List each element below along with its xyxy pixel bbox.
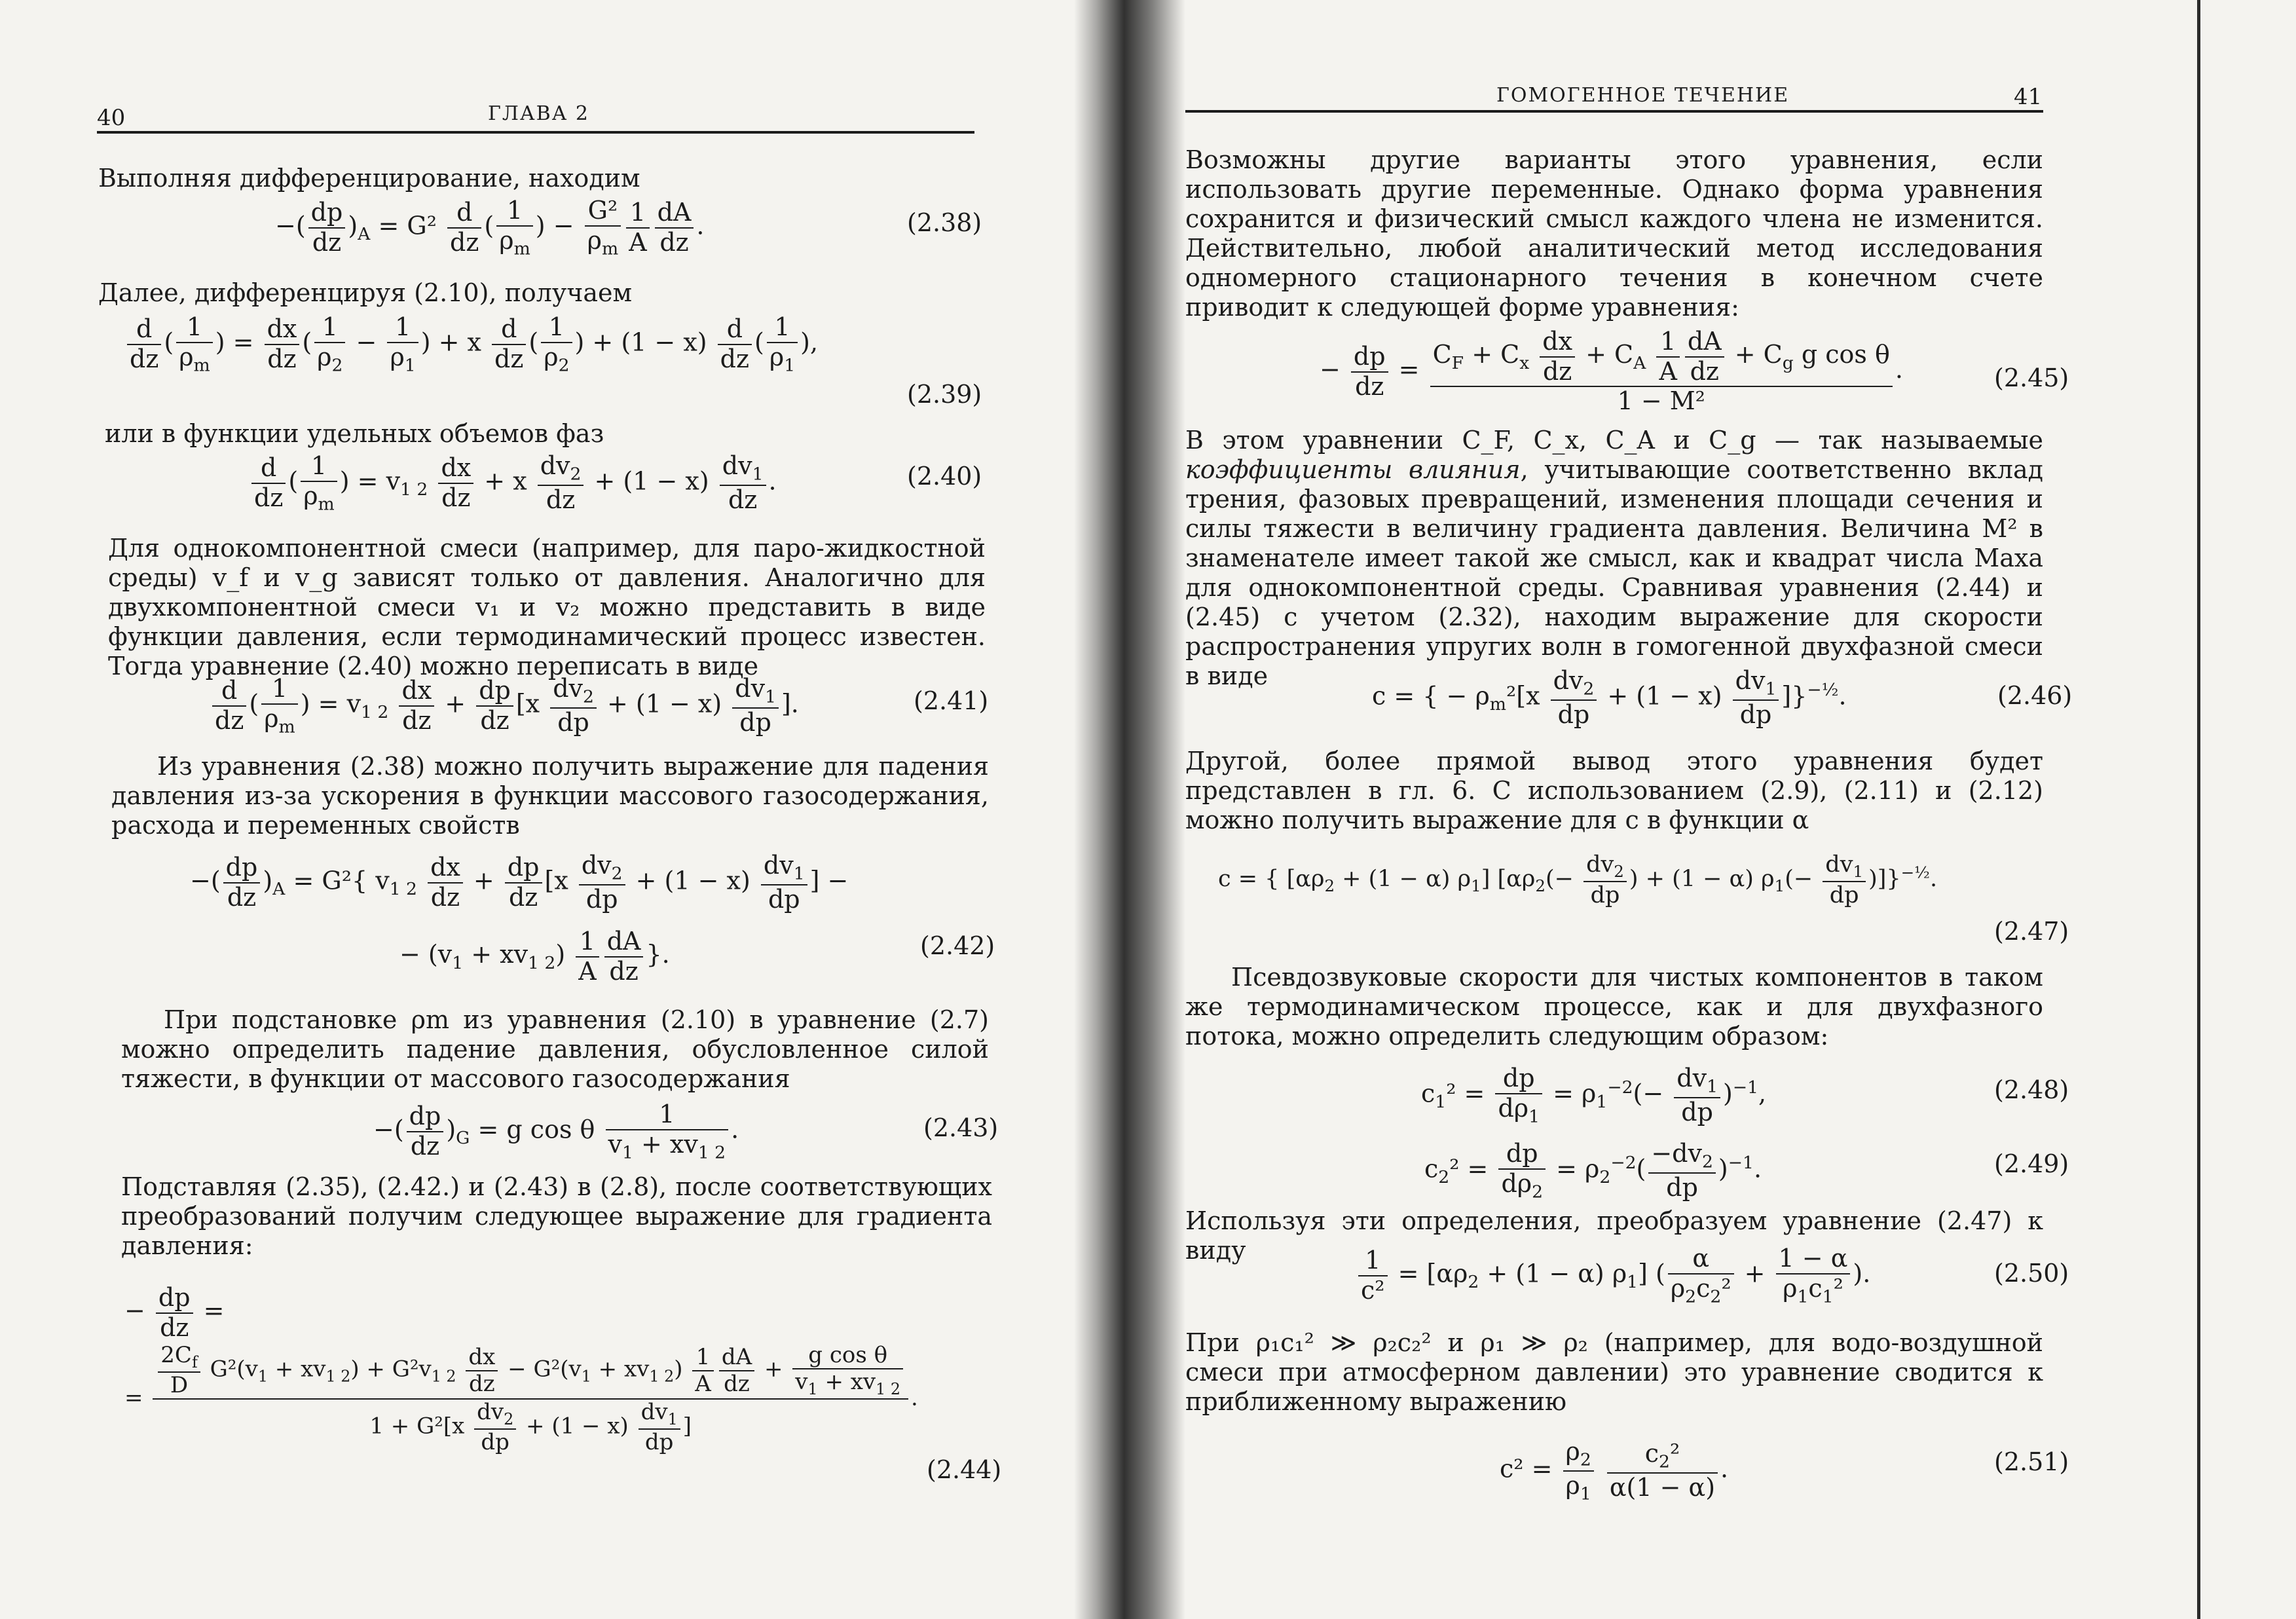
running-head: ГЛАВА 2 bbox=[488, 102, 590, 125]
equation-number: (2.48) bbox=[1994, 1075, 2069, 1104]
paragraph: Из уравнения (2.38) можно получить выражение для падения давления из-за ускорения в функции массового газосодержания, расхода и переменных свойств bbox=[111, 752, 989, 840]
page-number: 41 bbox=[2014, 84, 2043, 110]
equation-number: (2.44) bbox=[927, 1455, 1002, 1484]
equation-2-39: $\frac{d}{dz}$ ( $\frac{1}{\rho_m}$ ) = $\frac{dx}{dz}$ ( $\frac{1}{\rho_2}$ − $\frac{1}{\rho_1}$ ) + x $\frac{d}{dz}$ ( $\frac{1}{\rho_2}$ ) + (1 − x) $\frac{d}{dz}$ ( $\frac{1}{\rho_1}$ ), bbox=[124, 313, 818, 376]
paragraph: Для однокомпонентной смеси (например, для паро-жидкостной среды) v_f и v_g зависят только от давления. Аналогично для двухкомпонентной смеси v₁ и v₂ можно представить в виде функции давления, если термодинамический процесс известен. Тогда уравнение (2.40) можно переписать в виде bbox=[108, 534, 986, 680]
equation-2-42: −( $\frac{dp}{dz}$ )$_A = G^2${ $v_{1 2}$ $\frac{dx}{dz}$ + $\frac{dp}{dz}$ [x $\frac{dv_2}{dp}$ + (1 − x) $\frac{dv_1}{dp}$ ] − − $(v_1 + xv_{1 2})$ $\frac{1}{A}$ $\frac{dA}{dz}$ }. bbox=[190, 851, 849, 986]
equation-number: (2.38) bbox=[907, 208, 982, 237]
paragraph: Другой, более прямой вывод этого уравнения будет представлен в гл. 6. С использованием (2.9), (2.11) и (2.12) можно получить выражение для c в функции α bbox=[1185, 747, 2043, 834]
equation-2-41: $\frac{d}{dz}$ ( $\frac{1}{\rho_m}$ ) = $v_{1 2}$ $\frac{dx}{dz}$ + $\frac{dp}{dz}$ [x $\frac{dv_2}{dp}$ + (1 − x) $\frac{dv_1}{dp}$ ]. bbox=[210, 675, 799, 737]
paragraph: При подстановке ρm из уравнения (2.10) в уравнение (2.7) можно определить падение давления, обусловленное силой тяжести, в функции от массового газосодержания bbox=[121, 1005, 989, 1093]
equation-2-48: $c_1^2$ = $\frac{dp}{d\rho_1}$ = $\rho_1^{-2}(-$ $\frac{dv_1}{dp}$ )$^{-1}$, bbox=[1421, 1064, 1767, 1127]
running-head: ГОМОГЕННОЕ ТЕЧЕНИЕ bbox=[1496, 84, 1790, 107]
equation-number: (2.40) bbox=[907, 462, 982, 491]
equation-2-44-body: = $\frac{2C_f}{D}$ $G^2(v_1 + xv_{1 2}) + G^2v_{1 2}$ $\frac{dx}{dz}$ − $G^2(v_1 + xv_{1 2})$ $\frac{1}{A}$ $\frac{dA}{dz}$ + $\frac{\text{g cos θ}}{v_1 + xv_{1 2}}$ 1 + G²[x $\frac{dv_2}{dp}$ + (1 − x) $\frac{dv_1}{dp}$ ] . bbox=[124, 1342, 918, 1456]
header-rule bbox=[1185, 110, 2043, 113]
equation-2-45: − $\frac{dp}{dz}$ = $C_F + C_x$ $\frac{dx}{dz}$ + $C_A$ $\frac{1}{A}$ $\frac{dA}{dz}$ + $C_g$ g cos θ 1 − M² . bbox=[1320, 327, 1903, 416]
equation-2-44: − $\frac{dp}{dz}$ = bbox=[124, 1283, 225, 1342]
equation-2-38: −( $\frac{dp}{dz}$ )$_A = G^2$ $\frac{d}{dz}$ ( $\frac{1}{\rho_m}$ ) − $\frac{\text{G²}}{\rho_m}$ $\frac{1}{A}$ $\frac{dA}{dz}$ . bbox=[275, 196, 705, 259]
right-page bbox=[1067, 0, 2296, 1619]
equation-number: (2.41) bbox=[914, 686, 989, 715]
paragraph: При ρ₁c₁² ≫ ρ₂c₂² и ρ₁ ≫ ρ₂ (например, для водо-воздушной смеси при атмосферном давлении) это уравнение сводится к приближенному выражению bbox=[1185, 1328, 2043, 1416]
page-number: 40 bbox=[97, 105, 126, 131]
paragraph: Псевдозвуковые скорости для чистых компонентов в таком же термодинамическом процессе, как и для двухфазного потока, можно определить следующим образом: bbox=[1185, 963, 2043, 1051]
equation-2-46: c = { − $\rho_m^2[x$ $\frac{dv_2}{dp}$ + (1 − x) $\frac{dv_1}{dp}$ ]}$^{-\frac{1}{2}}$. bbox=[1372, 666, 1847, 730]
equation-number: (2.51) bbox=[1994, 1447, 2069, 1476]
equation-number: (2.49) bbox=[1994, 1149, 2069, 1178]
paragraph: Выполняя дифференцирование, находим bbox=[98, 164, 640, 193]
left-page bbox=[0, 0, 1067, 1619]
equation-number: (2.39) bbox=[907, 380, 982, 409]
paragraph: или в функции удельных объемов фаз bbox=[105, 419, 604, 448]
equation-2-49: $c_2^2$ = $\frac{dp}{d\rho_2}$ = $\rho_2^{-2}$( $\frac{-dv_2}{dp}$ )$^{-1}$. bbox=[1424, 1139, 1762, 1202]
equation-number: (2.46) bbox=[1997, 681, 2073, 710]
equation-number: (2.50) bbox=[1994, 1259, 2069, 1288]
equation-number: (2.47) bbox=[1994, 917, 2069, 946]
paragraph: В этом уравнении C_F, C_x, C_A и C_g — так называемые коэффициенты влияния, учитывающие соответственно вклад трения, фазовых превращений, изменения площади сечения и силы тяжести в величину градиента давления. Величина M² в знаменателе имеет такой же смысл, как и квадрат числа Маха для однокомпонентной среды. Сравнивая уравнения (2.44) и (2.45) с учетом (2.32), находим выражение для скорости распространения упругих волн в гомогенной двухфазной смеси в виде bbox=[1185, 426, 2043, 690]
paragraph: Используя эти определения, преобразуем уравнение (2.47) к виду bbox=[1185, 1206, 2043, 1265]
paragraph: Возможны другие варианты этого уравнения, если использовать другие переменные. Однако форма уравнения сохранится и физический смысл каждого члена не изменится. Действительно, любой аналитический метод исследования одномерного стационарного течения в конечном счете приводит к следующей форме уравнения: bbox=[1185, 145, 2043, 322]
equation-2-43: −( $\frac{dp}{dz}$ )$_G = g$ cos θ $\frac{1}{v_1 + xv_{1 2}}$ . bbox=[373, 1100, 739, 1163]
equation-number: (2.42) bbox=[920, 931, 995, 960]
paragraph: Далее, дифференцируя (2.10), получаем bbox=[98, 278, 633, 307]
equation-number: (2.43) bbox=[923, 1113, 999, 1142]
equation-2-47: c = { [$\alpha\rho_2 + (1 - \alpha)$ $\rho_1$] [$\alpha\rho_2(-$ $\frac{dv_2}{dp}$ ) + (1 − α) $\rho_1(-$ $\frac{dv_1}{dp}$ )]}$^{-\frac{1}{2}}$. bbox=[1218, 851, 1938, 909]
equation-2-50: $\frac{1}{\text{c²}}$ = [$\alpha\rho_2 + (1 - \alpha)$ $\rho_1$] ( $\frac{\alpha}{\rho_2c_2^2}$ + $\frac{1 - \alpha}{\rho_1c_1^2}$ ). bbox=[1356, 1244, 1870, 1307]
equation-number: (2.45) bbox=[1994, 363, 2069, 392]
paragraph: Подставляя (2.35), (2.42.) и (2.43) в (2.8), после соответствующих преобразований получим следующее выражение для градиента давления: bbox=[121, 1172, 992, 1260]
equation-2-40: $\frac{d}{dz}$ ( $\frac{1}{\rho_m}$ ) = $v_{1 2}$ $\frac{dx}{dz}$ + x $\frac{dv_2}{dz}$ + (1 − x) $\frac{dv_1}{dz}$ . bbox=[249, 452, 777, 515]
header-rule bbox=[97, 131, 974, 134]
equation-2-51: c² = $\frac{\rho_2}{\rho_1}$ $\frac{c_2^2}{\alpha(1 - \alpha)}$ . bbox=[1500, 1437, 1729, 1504]
